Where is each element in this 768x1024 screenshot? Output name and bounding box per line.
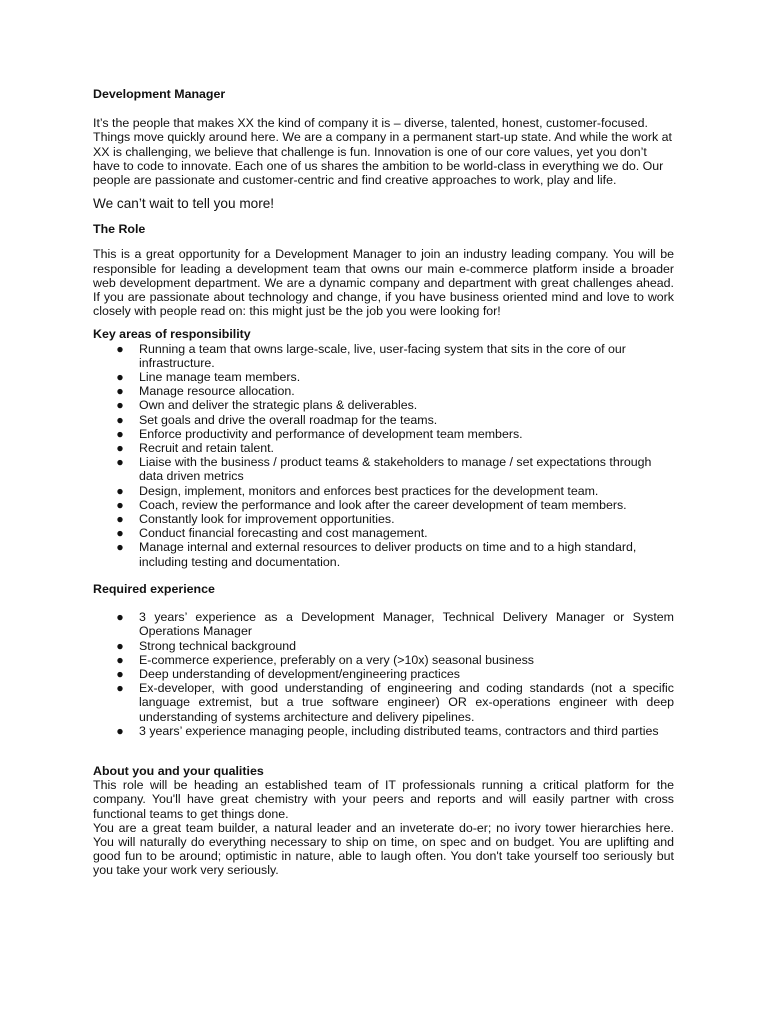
list-item: ● Conduct financial forecasting and cost management. xyxy=(116,526,428,541)
bullet-icon: ● xyxy=(116,540,124,555)
qualities-paragraph-2: You are a great team builder, a natural leader and an inveterate do-er; no ivory tower hierarchies here. You will naturally do everything necessary to ship on time, on spec and on budget. You are uplifting and good fun to be around; optimistic in nature, able to laugh often. You don't take yourself too seriously but you take your work very seriously. xyxy=(93,820,674,878)
bullet-icon: ● xyxy=(116,455,124,470)
list-item: ● Enforce productivity and performance of development team members. xyxy=(116,426,523,441)
list-item: ● Running a team that owns large-scale, live, user-facing system that sits in the core of our infrastructure. xyxy=(116,341,626,370)
bullet-icon: ● xyxy=(116,370,124,385)
bullet-icon: ● xyxy=(116,384,124,399)
list-item: ● Set goals and drive the overall roadmap for the teams. xyxy=(116,412,438,427)
qualities-paragraph-1: This role will be heading an established team of IT professionals running a critical platform for the company. You'll have great chemistry with your peers and reports and will easily partner with cross functional teams to get things done. xyxy=(93,778,674,821)
bullet-icon: ● xyxy=(116,341,124,356)
role-heading: The Role xyxy=(93,222,146,237)
responsibilities-heading: Key areas of responsibility xyxy=(93,327,251,342)
tagline: We can’t wait to tell you more! xyxy=(93,196,275,212)
list-item: ● 3 years’ experience managing people, including distributed teams, contractors and third parties xyxy=(116,723,659,738)
list-item: ● 3 years’ experience as a Development Manager, Technical Delivery Manager or System Operations Manager xyxy=(116,610,674,639)
qualities-heading: About you and your qualities xyxy=(93,763,264,778)
intro-paragraph: It’s the people that makes XX the kind of company it is – diverse, talented, honest, customer-focused. Things move quickly around here. We are a company in a permanent start-up state. And while the work at XX is challenging, we believe that challenge is fun. Innovation is one of our core values, yet you don’t have to code to innovate. Each one of us shares the ambition to be world-class in everything we do. Our people are passionate and customer-centric and find creative approaches to work, play and life. xyxy=(93,116,672,188)
bullet-icon: ● xyxy=(116,638,124,653)
list-item: ● Manage internal and external resources to deliver products on time and to a high standard, including testing and documentation. xyxy=(116,540,637,569)
bullet-icon: ● xyxy=(116,398,124,413)
document-content xyxy=(93,87,674,878)
experience-heading: Required experience xyxy=(93,581,215,596)
bullet-icon: ● xyxy=(116,666,124,681)
list-item: ● Line manage team members. xyxy=(116,370,301,385)
list-item: ● E-commerce experience, preferably on a very (>10x) seasonal business xyxy=(116,652,534,667)
responsibilities-list xyxy=(93,342,674,569)
list-item: ● Liaise with the business / product teams & stakeholders to manage / set expectations through data driven metrics xyxy=(116,455,652,484)
list-item: ● Ex-developer, with good understanding of engineering and coding standards (not a specific language extremist, but a true software engineer) OR ex-operations engineer with deep understanding of systems architecture and delivery pipelines. xyxy=(116,681,674,724)
list-item: ● Recruit and retain talent. xyxy=(116,441,274,456)
bullet-icon: ● xyxy=(116,497,124,512)
list-item: ● Own and deliver the strategic plans & deliverables. xyxy=(116,398,418,413)
list-item: ● Strong technical background xyxy=(116,638,297,653)
list-item: ● Design, implement, monitors and enforces best practices for the development team. xyxy=(116,483,599,498)
experience-list xyxy=(93,610,674,738)
bullet-icon: ● xyxy=(116,412,124,427)
bullet-icon: ● xyxy=(116,681,124,696)
list-item: ● Manage resource allocation. xyxy=(116,384,295,399)
bullet-icon: ● xyxy=(116,526,124,541)
bullet-icon: ● xyxy=(116,512,124,527)
role-paragraph: This is a great opportunity for a Development Manager to join an industry leading company. You will be responsible for leading a development team that owns our main e-commerce platform inside a broader web development department. We are a dynamic company and department with great challenges ahead. If you are passionate about technology and change, if you have business oriented mind and love to work closely with people read on: this might just be the job you were looking for! xyxy=(93,247,674,319)
bullet-icon: ● xyxy=(116,610,124,625)
bullet-icon: ● xyxy=(116,441,124,456)
bullet-icon: ● xyxy=(116,426,124,441)
list-item: ● Coach, review the performance and look after the career development of team members. xyxy=(116,497,627,512)
page-title: Development Manager xyxy=(93,87,226,101)
bullet-icon: ● xyxy=(116,483,124,498)
list-item: ● Constantly look for improvement opportunities. xyxy=(116,512,395,527)
list-item: ● Deep understanding of development/engineering practices xyxy=(116,666,460,681)
bullet-icon: ● xyxy=(116,652,124,667)
bullet-icon: ● xyxy=(116,723,124,738)
